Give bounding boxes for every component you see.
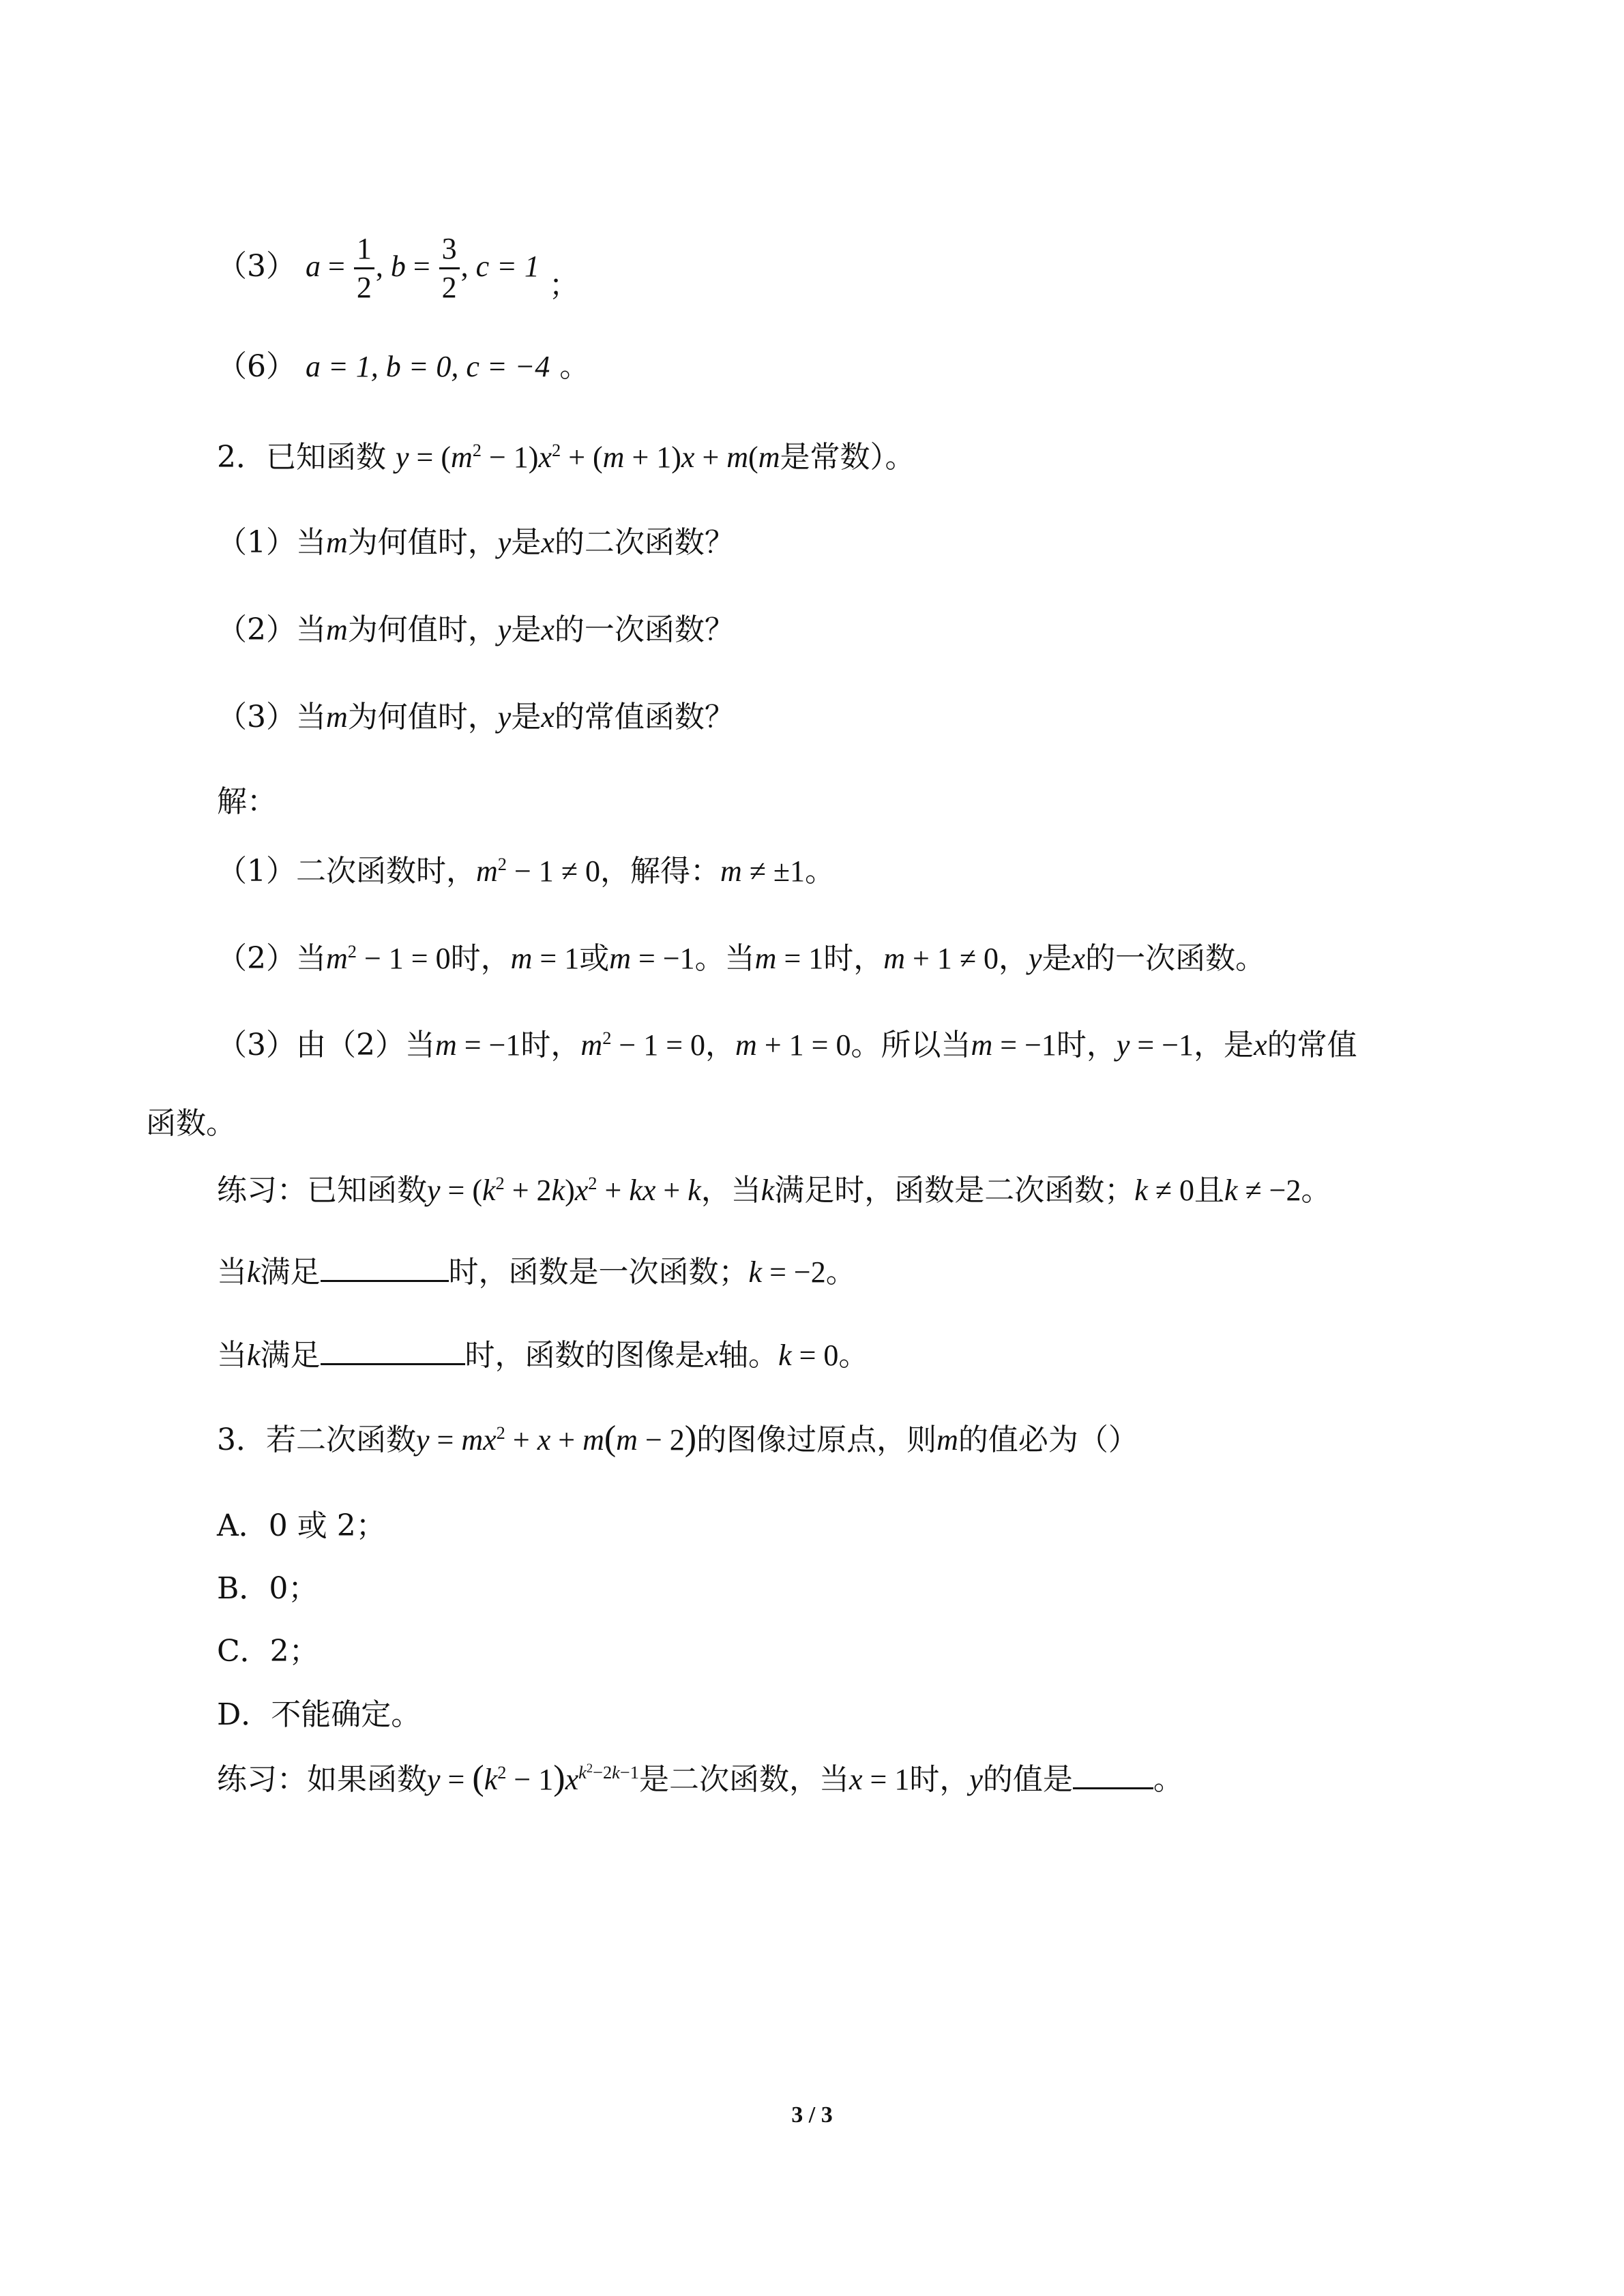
text-span: 的图像过原点，则 [696, 1422, 937, 1457]
exponent: 2 [588, 1173, 597, 1194]
math-part: = 1 [776, 942, 824, 975]
math-part: − 2 [637, 1423, 685, 1457]
text-span: 是 [511, 700, 542, 734]
fraction-half [354, 230, 374, 306]
math-part: y [416, 1423, 430, 1457]
fraction-three-halves [439, 230, 460, 306]
math-part: = −1 [1130, 1028, 1194, 1062]
text-span: 为何值时， [347, 700, 498, 734]
math-part: x [848, 1763, 863, 1796]
math-part: = −1 [631, 942, 695, 975]
text-span: 或 [579, 941, 610, 976]
text-span: 的常值函数？ [554, 700, 735, 734]
option-b[interactable] [217, 1570, 318, 1608]
math-part: m [971, 1028, 993, 1062]
solution-heading [217, 783, 277, 821]
math-part: m [609, 942, 632, 975]
text-span: 时， [520, 1028, 581, 1062]
solution-3-line [217, 1026, 1357, 1064]
math-part: k [551, 1174, 565, 1207]
math-x: x [541, 526, 555, 559]
math-y: y [497, 526, 512, 559]
option-a[interactable] [217, 1507, 386, 1545]
math-part: m [510, 942, 533, 975]
formula-part: ( [748, 441, 758, 474]
text-span: 的二次函数？ [554, 525, 735, 560]
math-part: = 0 [791, 1339, 839, 1372]
text-span: （2）当 [217, 612, 326, 647]
math-part: m [735, 1028, 757, 1062]
math-part: − 1 ≠ 0 [506, 854, 600, 888]
formula-part: + [694, 441, 727, 474]
comma: , [460, 250, 476, 283]
option-label: C．2； [217, 1634, 319, 1669]
math-part: y [1116, 1028, 1130, 1062]
math-part: = [429, 1423, 462, 1457]
math-part: + [655, 1174, 688, 1207]
math-part: = [440, 1763, 473, 1796]
text-span: ， [705, 1028, 736, 1062]
text-span: 满足 [260, 1338, 321, 1373]
math-part: y [969, 1763, 983, 1796]
text-span: 时， [823, 941, 884, 976]
text-span: 函数。 [146, 1106, 236, 1141]
exponent: 2 [497, 854, 507, 875]
math-part: + 1 = 0 [756, 1028, 851, 1062]
math-part: + 2 [504, 1174, 552, 1207]
solution-3-continuation [146, 1105, 236, 1143]
text-span: 。所以当 [851, 1028, 971, 1062]
formula-part: x [681, 441, 695, 474]
fraction-numerator: 3 [439, 230, 460, 269]
item-label: （6） [217, 349, 296, 384]
math-part: = 1 [862, 1763, 910, 1796]
text-span: 时，函数的图像是 [464, 1338, 705, 1373]
subquestion-2-line [217, 611, 735, 649]
math-b: b [390, 250, 406, 283]
exponent: 2 [496, 1422, 505, 1444]
math-part: m [435, 1028, 457, 1062]
text-span: 当 [217, 1255, 247, 1289]
option-label: A．0 或 2； [217, 1508, 386, 1543]
solution-1-line [217, 852, 835, 891]
exponent: k2−2k−1 [578, 1761, 639, 1783]
text-span: 的值必为（） [958, 1422, 1138, 1457]
math-y: y [497, 700, 512, 734]
math-part: y [427, 1763, 441, 1796]
math-expression: m [476, 854, 498, 888]
text-span: 。 [805, 854, 836, 889]
math-m: m [326, 526, 348, 559]
text-span: 时， [450, 941, 511, 976]
formula-exponent: 2 [551, 440, 561, 461]
text-span: 的值是 [982, 1762, 1073, 1797]
math-part: + [550, 1423, 583, 1457]
math-part: k [761, 1174, 775, 1207]
text-span: ，是 [1194, 1028, 1254, 1062]
math-part: = 1 [532, 942, 580, 975]
text-span: 是二次函数，当 [638, 1762, 849, 1797]
math-part: k [748, 1255, 763, 1289]
text-span: 满足 [260, 1255, 321, 1289]
math-y: y [497, 613, 512, 646]
math-part: ) [565, 1174, 575, 1207]
page-number: 3 / 3 [791, 2102, 833, 2128]
math-part: m [580, 1028, 603, 1062]
text-span: 当 [217, 1338, 247, 1373]
math-part: = −1 [456, 1028, 521, 1062]
math-part: ) [684, 1419, 697, 1458]
solution-2-line [217, 940, 1265, 978]
formula-part: m [602, 441, 625, 474]
math-a: a [306, 250, 321, 283]
math-part: − 1 = 0 [611, 1028, 706, 1062]
exponent: 2 [347, 941, 357, 962]
subquestion-1-line [217, 524, 735, 562]
math-part: ≠ ±1 [741, 854, 806, 888]
text-span: 时， [909, 1762, 970, 1797]
option-label: D．不能确定。 [217, 1697, 422, 1732]
math-part: + 1 ≠ 0 [905, 942, 999, 975]
math-part: m [754, 942, 777, 975]
formula-part: − 1) [481, 441, 539, 474]
text-span: 时， [1056, 1028, 1117, 1062]
math-part: x [574, 1174, 589, 1207]
text-span: 的常值 [1267, 1028, 1357, 1062]
formula-part: = ( [409, 441, 451, 474]
math-m: m [326, 700, 348, 734]
answer-blank[interactable] [321, 1276, 449, 1282]
math-part: m [883, 942, 906, 975]
practice-1-line [217, 1172, 1331, 1210]
option-c[interactable] [217, 1632, 319, 1671]
formula-part: m [726, 441, 749, 474]
text-span: 轴。 [718, 1338, 779, 1373]
math-part: kx [629, 1174, 656, 1207]
question-3-line [217, 1420, 1138, 1459]
period: 。 [559, 349, 590, 384]
formula-exponent: 2 [472, 440, 482, 461]
formula-part: + ( [561, 441, 603, 474]
math-m: m [326, 613, 348, 646]
math-part: = −2 [762, 1255, 826, 1289]
text-span: 。当 [694, 941, 755, 976]
text-span: 。 [838, 1338, 869, 1373]
math-part: ( [472, 1759, 484, 1798]
comma: , [375, 250, 391, 283]
text-span: 。 [1301, 1173, 1331, 1208]
fraction-denominator: 2 [441, 271, 457, 304]
option-label: B．0； [217, 1571, 319, 1606]
item-label: （3） [217, 249, 296, 284]
exponent: 2 [495, 1173, 505, 1194]
math-part: k [247, 1339, 261, 1372]
math-part: x [1072, 942, 1086, 975]
math-part: k [1134, 1174, 1148, 1207]
math-part: k [778, 1339, 792, 1372]
formula-part: + 1) [624, 441, 681, 474]
text-span: ， [999, 941, 1029, 976]
text-span: 是 [1042, 941, 1072, 976]
text-span: 练习：已知函数 [217, 1173, 427, 1208]
text-span: 的一次函数。 [1085, 941, 1266, 976]
math-x: x [541, 700, 555, 734]
math-part: k [1224, 1174, 1238, 1207]
math-part: ) [553, 1759, 565, 1798]
text-span: 是 [511, 612, 542, 647]
text-span: 练习：如果函数 [217, 1762, 427, 1797]
answer-blank[interactable] [1073, 1783, 1153, 1789]
question-suffix: 是常数）。 [780, 440, 915, 475]
practice-1-line-3 [217, 1337, 868, 1375]
math-part: k [688, 1174, 701, 1207]
text-span: 时，函数是一次函数； [448, 1255, 749, 1289]
text-span: （3）由（2）当 [217, 1028, 435, 1062]
text-span: ，解得： [600, 854, 720, 889]
math-part: − 1 [506, 1763, 554, 1796]
equals-sign: = [405, 250, 438, 283]
math-c-equals: c = 1 [475, 250, 540, 283]
question-prefix: 2．已知函数 [217, 440, 386, 475]
text-span: 为何值时， [347, 525, 498, 560]
math-part: − 1 = 0 [356, 942, 451, 975]
text-span: （1）二次函数时， [217, 854, 476, 889]
text-span: 为何值时， [347, 612, 498, 647]
text-span: （1）当 [217, 525, 326, 560]
text-span: 满足时，函数是二次函数； [774, 1173, 1135, 1208]
exponent: 2 [602, 1028, 612, 1049]
answer-6-line [217, 348, 589, 386]
math-part: k [484, 1763, 498, 1796]
text-span: 。 [1153, 1762, 1183, 1797]
math-part: k [482, 1174, 496, 1207]
math-part: y [427, 1174, 441, 1207]
option-d[interactable] [217, 1696, 421, 1734]
math-part: x [565, 1763, 579, 1796]
math-part: ≠ −2 [1237, 1174, 1301, 1207]
practice-1-line-2 [217, 1253, 856, 1292]
text-span: 3．若二次函数 [217, 1422, 416, 1457]
answer-blank[interactable] [321, 1359, 465, 1365]
fraction-denominator: 2 [356, 271, 372, 304]
text-span: 的一次函数？ [554, 612, 735, 647]
math-part: m [326, 942, 348, 975]
math-part: ≠ 0 [1147, 1174, 1194, 1207]
formula-part: x [538, 441, 552, 474]
math-part: x [1254, 1028, 1267, 1062]
fraction-numerator: 1 [354, 230, 374, 269]
math-part: mx [461, 1423, 497, 1457]
formula-part: m [451, 441, 473, 474]
math-part: ( [604, 1419, 617, 1458]
text-span: （3）当 [217, 700, 326, 734]
math-part: = −1 [992, 1028, 1057, 1062]
semicolon: ； [548, 268, 579, 303]
math-part: m [936, 1423, 958, 1457]
text-span: 且 [1194, 1173, 1224, 1208]
math-part: m [582, 1423, 604, 1457]
text-span: ，当 [700, 1173, 761, 1208]
text-span: （2）当 [217, 941, 326, 976]
function-formula: y [396, 441, 409, 474]
math-part: y [1029, 942, 1042, 975]
math-part: m [720, 854, 742, 888]
math-expression: a = 1, b = 0, c = −4 [306, 350, 550, 383]
math-part: + [505, 1423, 537, 1457]
answer-3-line [217, 230, 579, 306]
math-part: k [247, 1255, 261, 1289]
subquestion-3-line [217, 698, 735, 736]
math-part: x [537, 1423, 551, 1457]
formula-part: m [758, 441, 780, 474]
equals-sign: = [321, 250, 353, 283]
text-span: 解： [217, 784, 277, 819]
text-span: 是 [511, 525, 542, 560]
math-part: = ( [440, 1174, 482, 1207]
math-part: x [705, 1339, 719, 1372]
exponent: 2 [497, 1762, 507, 1783]
question-2-line [217, 438, 915, 477]
math-x: x [541, 613, 555, 646]
text-span: 。 [825, 1255, 856, 1289]
math-part: m [616, 1423, 638, 1457]
practice-2-line [217, 1759, 1183, 1799]
math-part: + [597, 1174, 630, 1207]
